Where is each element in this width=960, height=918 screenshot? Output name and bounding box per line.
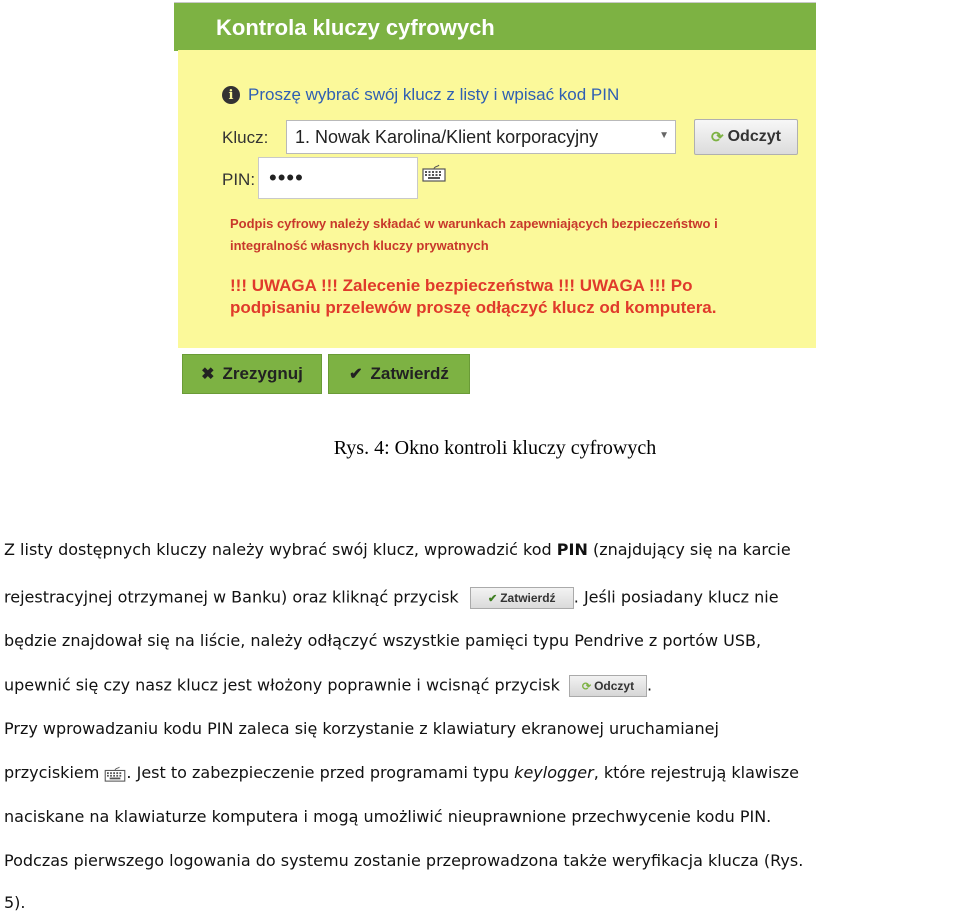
pin-label: PIN: bbox=[222, 170, 256, 189]
confirm-button[interactable] bbox=[328, 354, 470, 394]
info-text: Proszę wybrać swój klucz z listy i wpisać kod PIN bbox=[248, 85, 620, 104]
note-line-2: integralność własnych kluczy prywatnych bbox=[230, 238, 489, 253]
text-line-6b: . Jest to zabezpieczenie przed programami typu bbox=[126, 763, 515, 782]
key-select[interactable] bbox=[286, 120, 676, 154]
dialog-body bbox=[178, 50, 816, 348]
digital-key-dialog bbox=[174, 0, 816, 398]
pin-input[interactable] bbox=[258, 157, 418, 199]
key-select-value: 1. Nowak Karolina/Klient korporacyjny bbox=[295, 126, 599, 147]
pin-value: •••• bbox=[269, 165, 304, 190]
text-line-2a: rejestracyjnej otrzymanej w Banku) oraz kliknąć przycisk bbox=[4, 587, 459, 607]
text-line-2 bbox=[4, 587, 958, 609]
dialog-header bbox=[174, 2, 816, 51]
text-line-3: będzie znajdował się na liście, należy odłączyć wszystkie pamięci typu Pendrive z portów USB, bbox=[4, 631, 762, 650]
text-line-7: naciskane na klawiaturze komputera i mogą umożliwić nieuprawnione przechwycenie kodu PIN. bbox=[4, 807, 772, 826]
text-line-4b: . bbox=[647, 675, 653, 695]
check-icon: ✔ bbox=[349, 366, 363, 383]
text-line-5: Przy wprowadzaniu kodu PIN zaleca się korzystanie z klawiatury ekranowej uruchamianej bbox=[4, 719, 719, 738]
text-line-6d: , które rejestrują klawisze bbox=[593, 763, 800, 782]
inline-read-button-image bbox=[569, 675, 647, 697]
text-keylogger: keylogger bbox=[514, 763, 594, 782]
text-line-4a: upewnić się czy nasz klucz jest włożony poprawnie i wcisnąć przycisk bbox=[4, 675, 560, 695]
dropdown-arrow-icon: ▼ bbox=[659, 130, 669, 141]
inline-confirm-label: Zatwierdź bbox=[500, 591, 556, 605]
security-note bbox=[230, 213, 790, 257]
text-line-8: Podczas pierwszego logowania do systemu zostanie przeprowadzona także weryfikacja klucza (Rys. bbox=[4, 851, 804, 870]
info-message bbox=[222, 85, 619, 105]
key-label: Klucz: bbox=[222, 128, 269, 147]
refresh-icon: ⟳ bbox=[581, 680, 592, 693]
inline-confirm-button-image bbox=[470, 587, 574, 609]
text-line-6 bbox=[4, 763, 958, 782]
inline-read-label: Odczyt bbox=[594, 679, 635, 693]
check-icon: ✔ bbox=[488, 592, 498, 605]
note-line-1: Podpis cyfrowy należy składać w warunkach zapewniających bezpieczeństwo i bbox=[230, 216, 718, 231]
cancel-button[interactable] bbox=[182, 354, 322, 394]
text-pin-bold: PIN bbox=[556, 540, 588, 559]
text-line-4 bbox=[4, 675, 958, 697]
text-line-6a: przyciskiem bbox=[4, 763, 100, 782]
warn-line-1: !!! UWAGA !!! Zalecenie bezpieczeństwa !!! UWAGA !!! Po bbox=[230, 276, 693, 295]
text-line-2b: . Jeśli posiadany klucz nie bbox=[573, 587, 779, 607]
text-line-9: 5). bbox=[4, 893, 26, 912]
security-warning bbox=[230, 275, 790, 319]
keyboard-icon[interactable] bbox=[422, 164, 446, 182]
x-icon: ✖ bbox=[201, 366, 215, 383]
figure-caption: Rys. 4: Okno kontroli kluczy cyfrowych bbox=[333, 437, 657, 459]
keyboard-icon bbox=[104, 766, 126, 782]
text-line-1a: Z listy dostępnych kluczy należy wybrać swój klucz, wprowadzić kod bbox=[4, 540, 557, 559]
cancel-button-label: Zrezygnuj bbox=[222, 364, 303, 383]
read-button-label: Odczyt bbox=[727, 128, 781, 145]
dialog-title: Kontrola kluczy cyfrowych bbox=[216, 15, 495, 40]
text-line-1c: (znajdujący się na karcie bbox=[587, 540, 791, 559]
warn-line-2: podpisaniu przelewów proszę odłączyć klucz od komputera. bbox=[230, 298, 717, 317]
confirm-button-label: Zatwierdź bbox=[370, 364, 449, 383]
read-button[interactable] bbox=[694, 119, 798, 155]
refresh-icon: ⟳ bbox=[711, 129, 724, 146]
info-icon: i bbox=[222, 86, 240, 104]
text-line-1 bbox=[4, 540, 958, 559]
